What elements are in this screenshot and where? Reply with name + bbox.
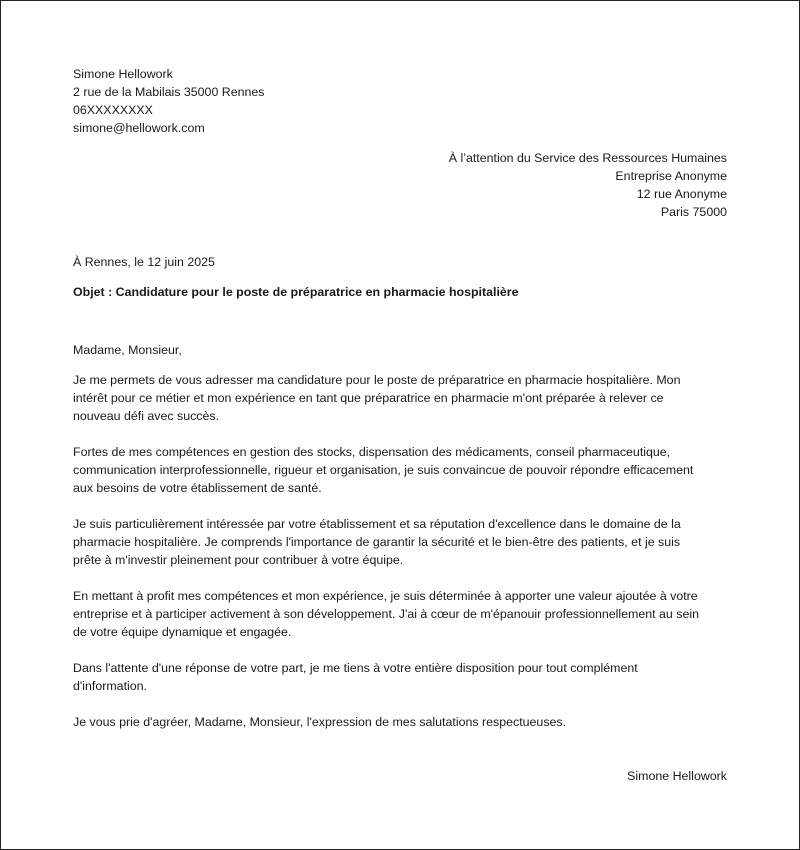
recipient-attention: À l’attention du Service des Ressources Humaines bbox=[448, 151, 727, 165]
body-paragraph bbox=[73, 443, 733, 497]
sender-name: Simone Hellowork bbox=[73, 67, 173, 81]
body-paragraph bbox=[73, 713, 733, 731]
salutation: Madame, Monsieur, bbox=[73, 343, 182, 357]
recipient-company: Entreprise Anonyme bbox=[615, 169, 727, 183]
date-line: À Rennes, le 12 juin 2025 bbox=[73, 255, 215, 269]
body-paragraph bbox=[73, 515, 733, 569]
paragraph-line: En mettant à profit mes compétences et mon expérience, je suis déterminée à apporter une valeur ajoutée à votre bbox=[73, 589, 698, 603]
paragraph-line: Je me permets de vous adresser ma candidature pour le poste de préparatrice en pharmacie hospitalière. Mon bbox=[73, 373, 681, 387]
body-paragraph bbox=[73, 371, 733, 425]
paragraph-line: communication interprofessionnelle, rigueur et organisation, je suis convaincue de pouvoir répondre efficacement bbox=[73, 463, 694, 477]
paragraph-line: Je suis particulièrement intéressée par votre établissement et sa réputation d'excellence dans le domaine de la bbox=[73, 517, 681, 531]
paragraph-line: intérêt pour ce métier et mon expérience en tant que préparatrice en pharmacie m'ont préparée à relever ce bbox=[73, 391, 664, 405]
paragraph-line: d'information. bbox=[73, 679, 147, 693]
sender-phone: 06XXXXXXXX bbox=[73, 103, 153, 117]
paragraph-line: Dans l'attente d'une réponse de votre part, je me tiens à votre entière disposition pour tout complément bbox=[73, 661, 638, 675]
paragraph-line: prête à m'investir pleinement pour contribuer à votre équipe. bbox=[73, 553, 404, 567]
paragraph-line: aux besoins de votre établissement de santé. bbox=[73, 481, 322, 495]
paragraph-line: Je vous prie d'agréer, Madame, Monsieur, l'expression de mes salutations respectueuses. bbox=[73, 715, 567, 729]
body-paragraph bbox=[73, 659, 733, 695]
paragraph-line: entreprise et à participer activement à son développement. J'ai à cœur de m'épanouir professionnellement au sein bbox=[73, 607, 699, 621]
body-paragraph bbox=[73, 587, 733, 641]
sender-address: 2 rue de la Mabilais 35000 Rennes bbox=[73, 85, 265, 99]
subject-line: Objet : Candidature pour le poste de préparatrice en pharmacie hospitalière bbox=[73, 285, 519, 299]
paragraph-line: de votre équipe dynamique et engagée. bbox=[73, 625, 292, 639]
sender-email: simone@hellowork.com bbox=[73, 121, 205, 135]
recipient-street: 12 rue Anonyme bbox=[636, 187, 727, 201]
paragraph-line: Fortes de mes compétences en gestion des stocks, dispensation des médicaments, conseil pharmaceutique, bbox=[73, 445, 671, 459]
paragraph-line: pharmacie hospitalière. Je comprends l'importance de garantir la sécurité et le bien-être des patients, et je suis bbox=[73, 535, 681, 549]
signature: Simone Hellowork bbox=[627, 769, 727, 783]
paragraph-line: nouveau défi avec succès. bbox=[73, 409, 220, 423]
recipient-city: Paris 75000 bbox=[660, 205, 727, 219]
